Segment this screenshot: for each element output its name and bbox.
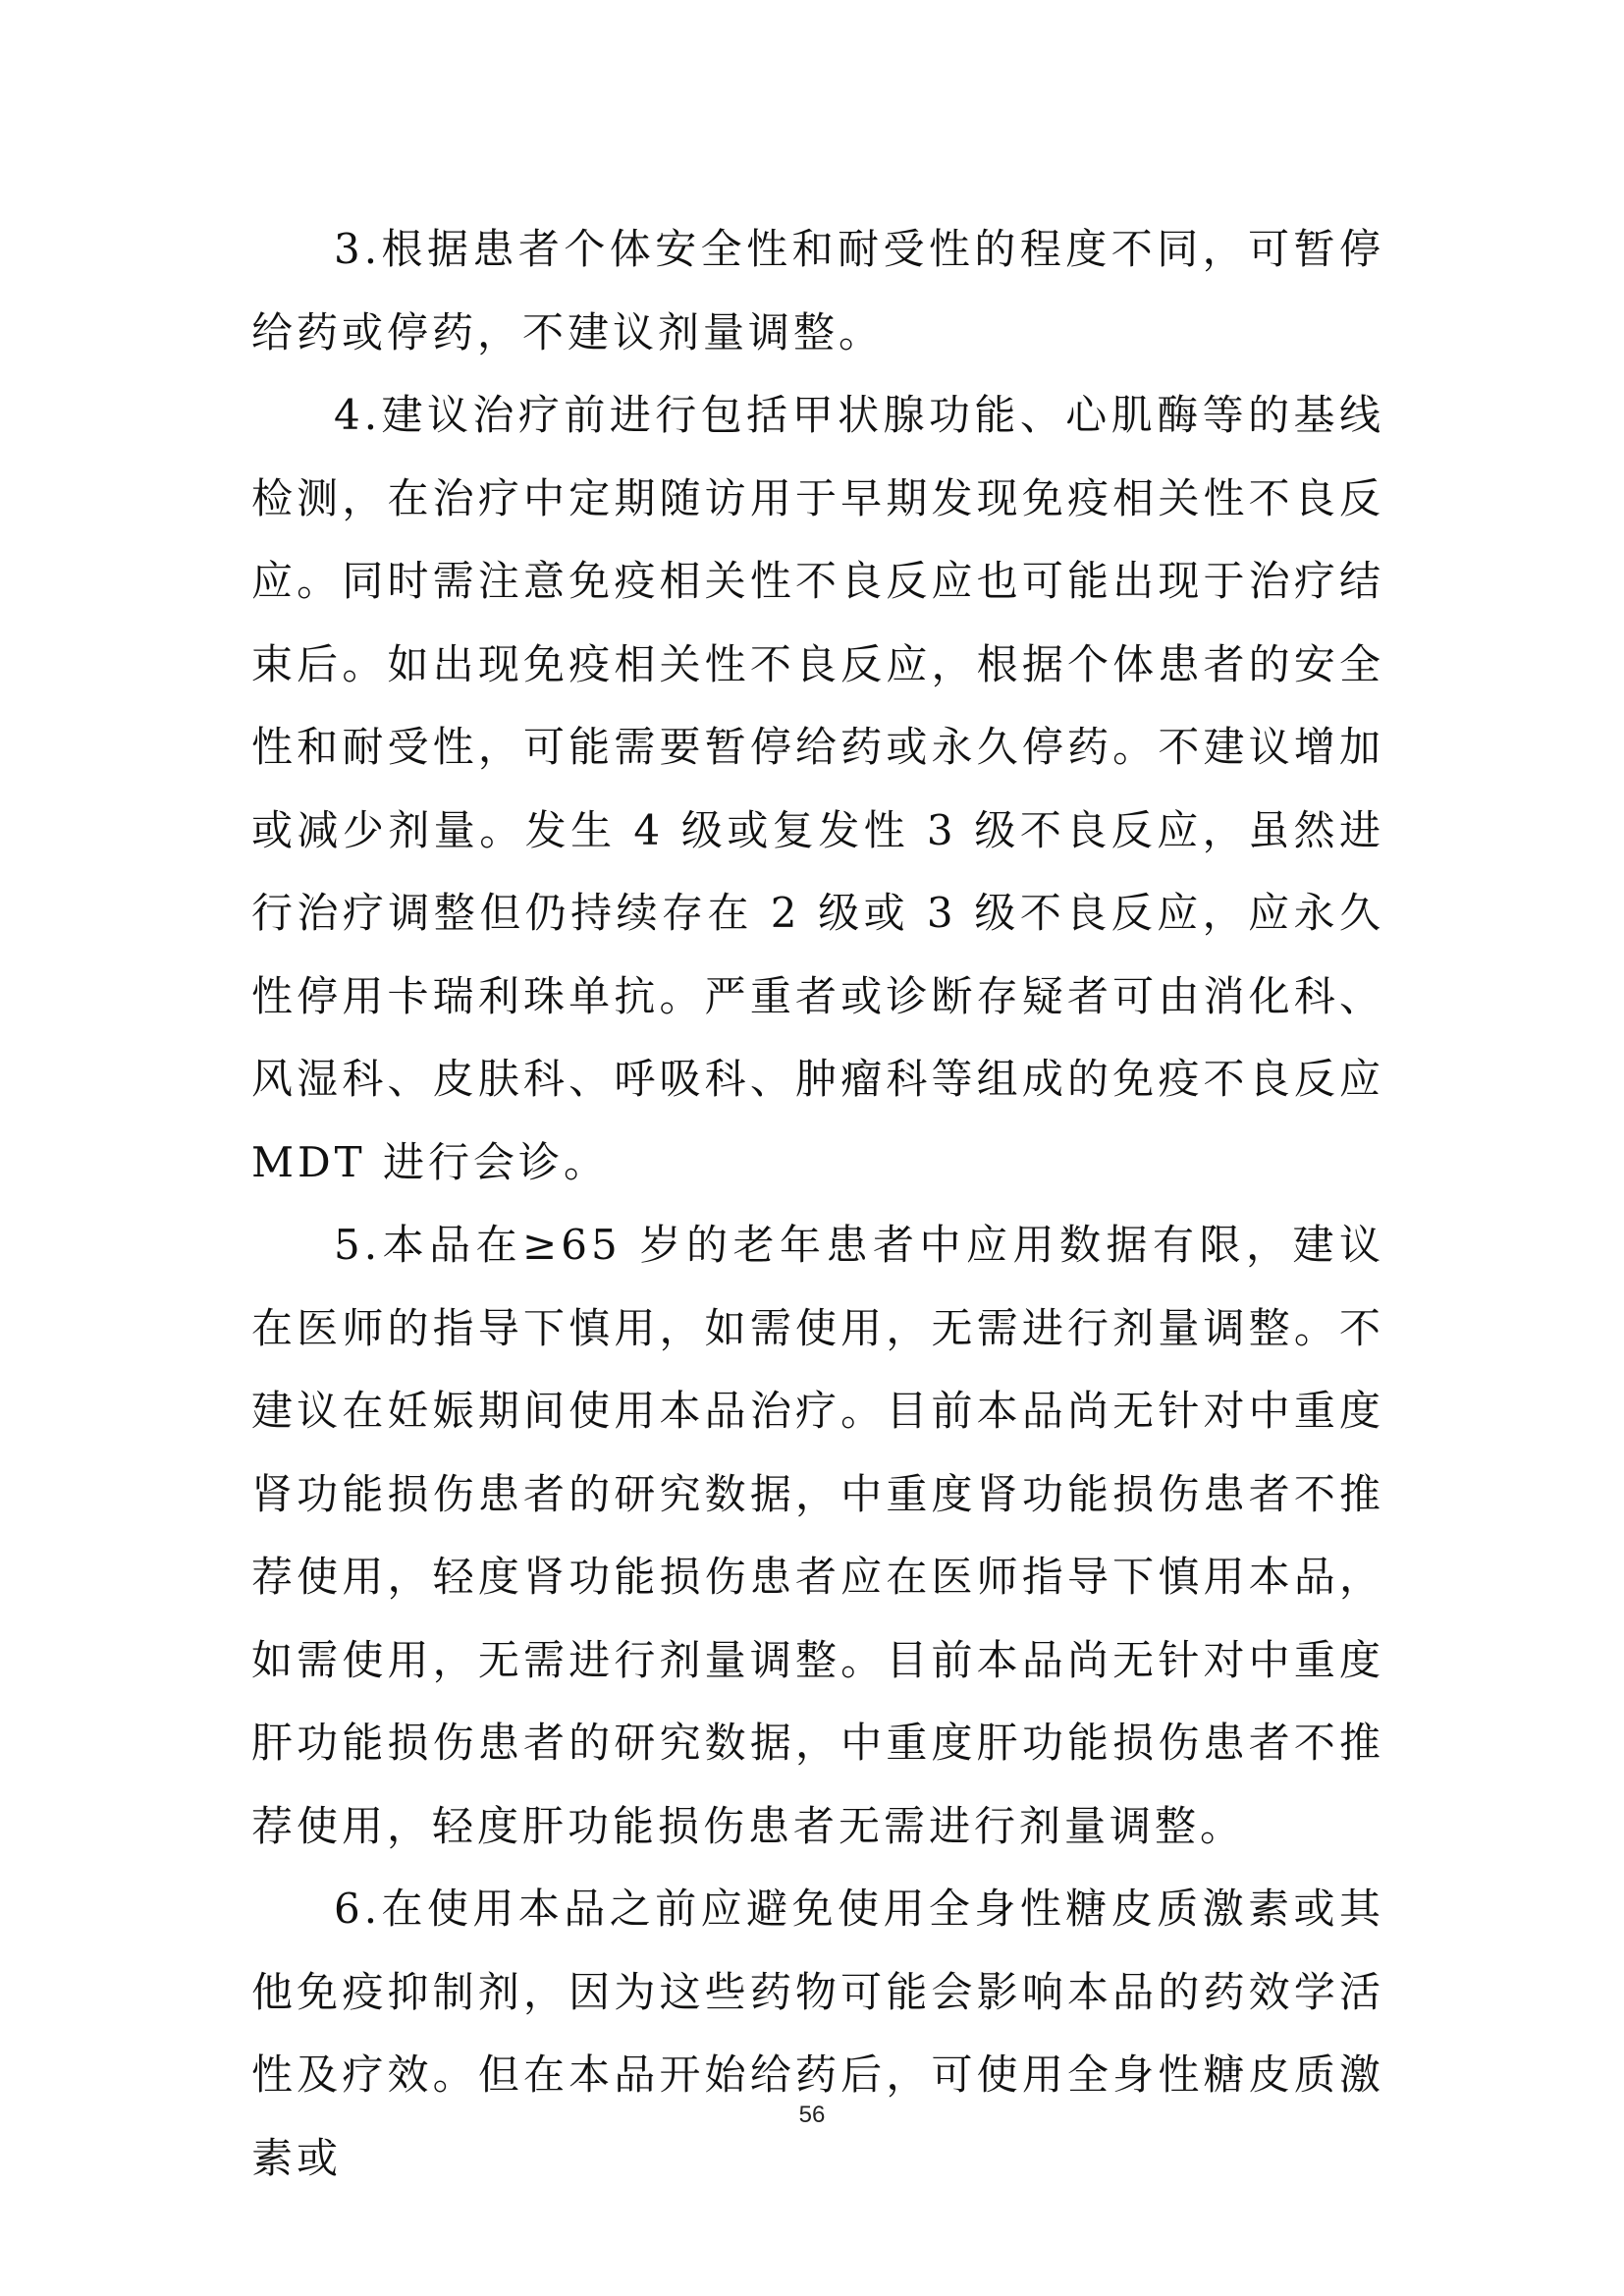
paragraph-item-4: 4.建议治疗前进行包括甲状腺功能、心肌酶等的基线检测，在治疗中定期随访用于早期发现免疫相关性不良反应。同时需注意免疫相关性不良反应也可能出现于治疗结束后。如出现免疫相关性不良反应，根据个体患者的安全性和耐受性，可能需要暂停给药或永久停药。不建议增加或减少剂量。发生 4 级或复发性 3 级不良反应，虽然进行治疗调整但仍持续存在 2 级或 3 级不良反应，应永久性停用卡瑞利珠单抗。严重者或诊断存疑者可由消化科、风湿科、皮肤科、呼吸科、肿瘤科等组成的免疫不良反应 MDT 进行会诊。 [251, 391, 1384, 1186]
paragraph-item-6: 6.在使用本品之前应避免使用全身性糖皮质激素或其他免疫抑制剂，因为这些药物可能会影响本品的药效学活性及疗效。但在本品开始给药后，可使用全身性糖皮质激素或 [251, 1885, 1384, 2182]
page-number: 56 [798, 2102, 826, 2128]
body-text [251, 208, 1384, 2200]
paragraph-item-5: 5.本品在≥65 岁的老年患者中应用数据有限，建议在医师的指导下慎用，如需使用，无需进行剂量调整。不建议在妊娠期间使用本品治疗。目前本品尚无针对中重度肾功能损伤患者的研究数据，中重度肾功能损伤患者不推荐使用，轻度肾功能损伤患者应在医师指导下慎用本品，如需使用，无需进行剂量调整。目前本品尚无针对中重度肝功能损伤患者的研究数据，中重度肝功能损伤患者不推荐使用，轻度肝功能损伤患者无需进行剂量调整。 [251, 1221, 1384, 1850]
paragraph-item-3: 3.根据患者个体安全性和耐受性的程度不同，可暂停给药或停药，不建议剂量调整。 [251, 225, 1384, 356]
